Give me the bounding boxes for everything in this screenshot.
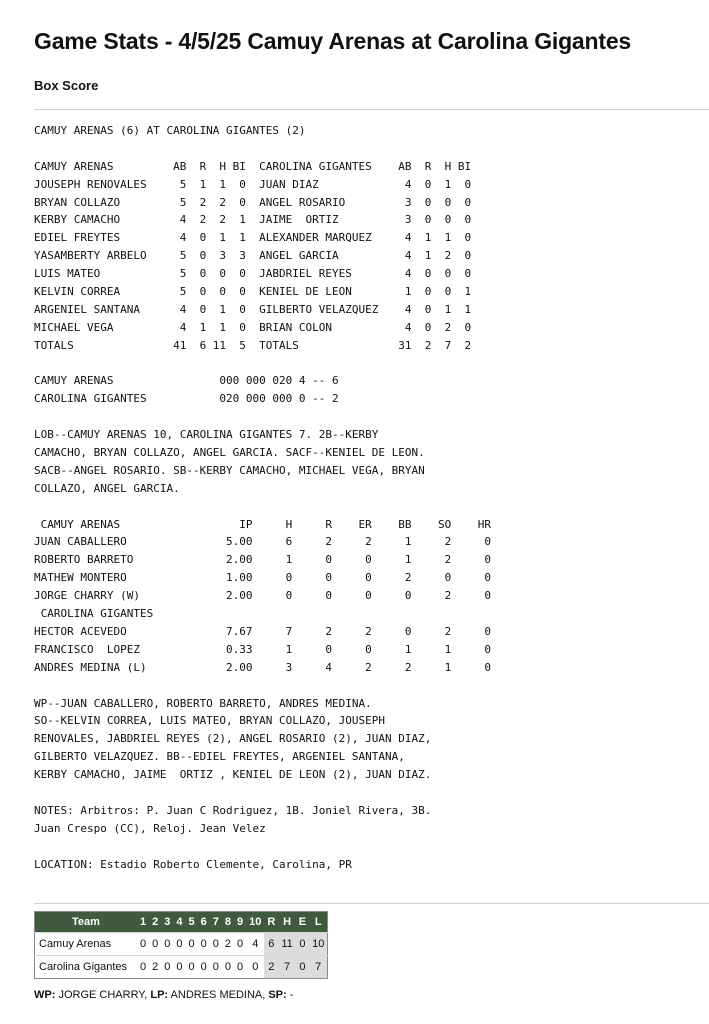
linescore-inning-cell: 0 <box>173 956 185 979</box>
box-score-line: CAMUY ARENAS (6) AT CAROLINA GIGANTES (2) <box>34 124 306 137</box>
linescore-header-cell: 9 <box>234 912 246 933</box>
box-score-line <box>34 140 491 158</box>
box-score-line <box>34 408 491 426</box>
sp-value: - <box>286 989 294 1001</box>
box-score-line: ARGENIEL SANTANA 4 0 1 0 GILBERTO VELAZQUEZ 4 0 1 1 <box>34 302 472 316</box>
linescore-total-cell: 7 <box>278 956 295 979</box>
box-score-line: ANDRES MEDINA (L) 2.00 3 4 2 2 1 0 <box>34 660 491 674</box>
box-score-line: MATHEW MONTERO 1.00 0 0 0 2 0 0 <box>34 571 491 585</box>
wp-label: WP: <box>34 989 56 1001</box>
box-score-line: CAROLINA GIGANTES 020 000 000 0 -- 2 <box>34 392 339 406</box>
box-score-line: LOCATION: Estadio Roberto Clemente, Carolina, PR <box>34 857 352 871</box>
linescore-header-cell: R <box>264 912 278 933</box>
box-score-line: NOTES: Arbitros: P. Juan C Rodriguez, 1B. Joniel Rivera, 3B. <box>34 803 432 817</box>
linescore-header-cell: 5 <box>186 912 198 933</box>
page-title: Game Stats - 4/5/25 Camuy Arenas at Carolina Gigantes <box>34 28 632 54</box>
wp-value: JORGE CHARRY, <box>55 989 148 1001</box>
top-divider <box>34 109 709 110</box>
linescore-team-name: Carolina Gigantes <box>35 956 138 979</box>
linescore-total-cell: 7 <box>309 956 328 979</box>
linescore-inning-cell: 2 <box>149 956 161 979</box>
linescore-header-cell: 2 <box>149 912 161 933</box>
linescore-inning-cell: 0 <box>234 933 246 956</box>
sp-label: SP: <box>268 989 287 1001</box>
linescore-total-cell: 0 <box>296 933 309 956</box>
linescore-header-cell: 3 <box>161 912 173 933</box>
linescore-inning-cell: 0 <box>137 956 149 979</box>
box-score-line <box>34 838 491 856</box>
linescore-row <box>35 956 328 979</box>
linescore-inning-cell: 0 <box>210 933 222 956</box>
linescore-header-cell: 1 <box>137 912 149 933</box>
box-score-line: CAMACHO, BRYAN COLLAZO, ANGEL GARCIA. SACF--KENIEL DE LEON. <box>34 446 425 460</box>
linescore-inning-cell: 0 <box>234 956 246 979</box>
linescore-total-cell: 10 <box>309 933 328 956</box>
lp-label: LP: <box>150 989 169 1001</box>
linescore-inning-cell: 0 <box>186 933 198 956</box>
box-score-line: LUIS MATEO 5 0 0 0 JABDRIEL REYES 4 0 0 0 <box>34 267 472 281</box>
box-score-line: COLLAZO, ANGEL GARCIA. <box>34 481 180 495</box>
pitchers-summary <box>34 989 293 1001</box>
linescore-inning-cell: 0 <box>198 956 210 979</box>
linescore-header-cell: H <box>278 912 295 933</box>
box-score-line: HECTOR ACEVEDO 7.67 7 2 2 0 2 0 <box>34 624 491 638</box>
linescore-header-cell: 7 <box>210 912 222 933</box>
linescore-header-cell: 4 <box>173 912 185 933</box>
box-score-line <box>34 355 491 373</box>
linescore-inning-cell: 0 <box>149 933 161 956</box>
linescore-row <box>35 933 328 956</box>
box-score-line: RENOVALES, JABDRIEL REYES (2), ANGEL ROSARIO (2), JUAN DIAZ, <box>34 732 432 746</box>
box-score-line: SO--KELVIN CORREA, LUIS MATEO, BRYAN COLLAZO, JOUSEPH <box>34 714 385 728</box>
box-score-line: MICHAEL VEGA 4 1 1 0 BRIAN COLON 4 0 2 0 <box>34 320 472 334</box>
linescore-total-cell: 2 <box>264 956 278 979</box>
bottom-divider <box>34 903 709 904</box>
box-score-text <box>34 122 491 873</box>
linescore-header-cell: 6 <box>198 912 210 933</box>
linescore-inning-cell: 0 <box>246 956 264 979</box>
box-score-line: KELVIN CORREA 5 0 0 0 KENIEL DE LEON 1 0 0 1 <box>34 285 472 299</box>
box-score-line: JUAN CABALLERO 5.00 6 2 2 1 2 0 <box>34 535 491 549</box>
box-score-line: ROBERTO BARRETO 2.00 1 0 0 1 2 0 <box>34 553 491 567</box>
linescore-inning-cell: 0 <box>161 933 173 956</box>
box-score-line: CAMUY ARENAS 000 000 020 4 -- 6 <box>34 374 339 388</box>
linescore-inning-cell: 0 <box>161 956 173 979</box>
box-score-line: KERBY CAMACHO 4 2 2 1 JAIME ORTIZ 3 0 0 0 <box>34 213 472 227</box>
box-score-line: TOTALS 41 6 11 5 TOTALS 31 2 7 2 <box>34 338 472 352</box>
linescore-total-cell: 6 <box>264 933 278 956</box>
linescore-inning-cell: 0 <box>210 956 222 979</box>
box-score-line: GILBERTO VELAZQUEZ. BB--EDIEL FREYTES, ARGENIEL SANTANA, <box>34 750 405 764</box>
linescore-header-cell: 8 <box>222 912 234 933</box>
box-score-line: FRANCISCO LOPEZ 0.33 1 0 0 1 1 0 <box>34 642 491 656</box>
box-score-line <box>34 784 491 802</box>
box-score-line: YASAMBERTY ARBELO 5 0 3 3 ANGEL GARCIA 4 1 2 0 <box>34 249 472 263</box>
box-score-line: KERBY CAMACHO, JAIME ORTIZ , KENIEL DE LEON (2), JUAN DIAZ. <box>34 768 432 782</box>
section-subtitle: Box Score <box>34 78 99 93</box>
linescore-total-cell: 0 <box>296 956 309 979</box>
linescore-inning-cell: 0 <box>198 933 210 956</box>
box-score-line: EDIEL FREYTES 4 0 1 1 ALEXANDER MARQUEZ 4 1 1 0 <box>34 231 472 245</box>
linescore-inning-cell: 0 <box>186 956 198 979</box>
linescore-inning-cell: 2 <box>222 933 234 956</box>
box-score-line: JOUSEPH RENOVALES 5 1 1 0 JUAN DIAZ 4 0 1 0 <box>34 177 472 191</box>
linescore-inning-cell: 0 <box>137 933 149 956</box>
box-score-line: SACB--ANGEL ROSARIO. SB--KERBY CAMACHO, MICHAEL VEGA, BRYAN <box>34 463 425 477</box>
linescore-inning-cell: 4 <box>246 933 264 956</box>
linescore-table <box>34 911 328 979</box>
linescore-total-cell: 11 <box>278 933 295 956</box>
box-score-line <box>34 498 491 516</box>
linescore-header-cell: E <box>296 912 309 933</box>
box-score-line: CAMUY ARENAS IP H R ER BB SO HR <box>34 517 491 531</box>
lp-value: ANDRES MEDINA, <box>168 989 266 1001</box>
linescore-inning-cell: 0 <box>222 956 234 979</box>
linescore-header-row <box>35 912 328 933</box>
box-score-line: CAROLINA GIGANTES <box>34 607 154 621</box>
box-score-line: BRYAN COLLAZO 5 2 2 0 ANGEL ROSARIO 3 0 0 0 <box>34 195 472 209</box>
linescore-team-name: Camuy Arenas <box>35 933 138 956</box>
linescore-header-cell: L <box>309 912 328 933</box>
box-score-line: WP--JUAN CABALLERO, ROBERTO BARRETO, ANDRES MEDINA. <box>34 696 372 710</box>
linescore-header-cell: 10 <box>246 912 264 933</box>
box-score-line: JORGE CHARRY (W) 2.00 0 0 0 0 2 0 <box>34 589 491 603</box>
box-score-line: LOB--CAMUY ARENAS 10, CAROLINA GIGANTES 7. 2B--KERBY <box>34 428 379 442</box>
box-score-line: CAMUY ARENAS AB R H BI CAROLINA GIGANTES AB R H BI <box>34 159 472 173</box>
linescore-header-cell: Team <box>35 912 138 933</box>
linescore-inning-cell: 0 <box>173 933 185 956</box>
box-score-line <box>34 677 491 695</box>
box-score-line: Juan Crespo (CC), Reloj. Jean Velez <box>34 821 266 835</box>
